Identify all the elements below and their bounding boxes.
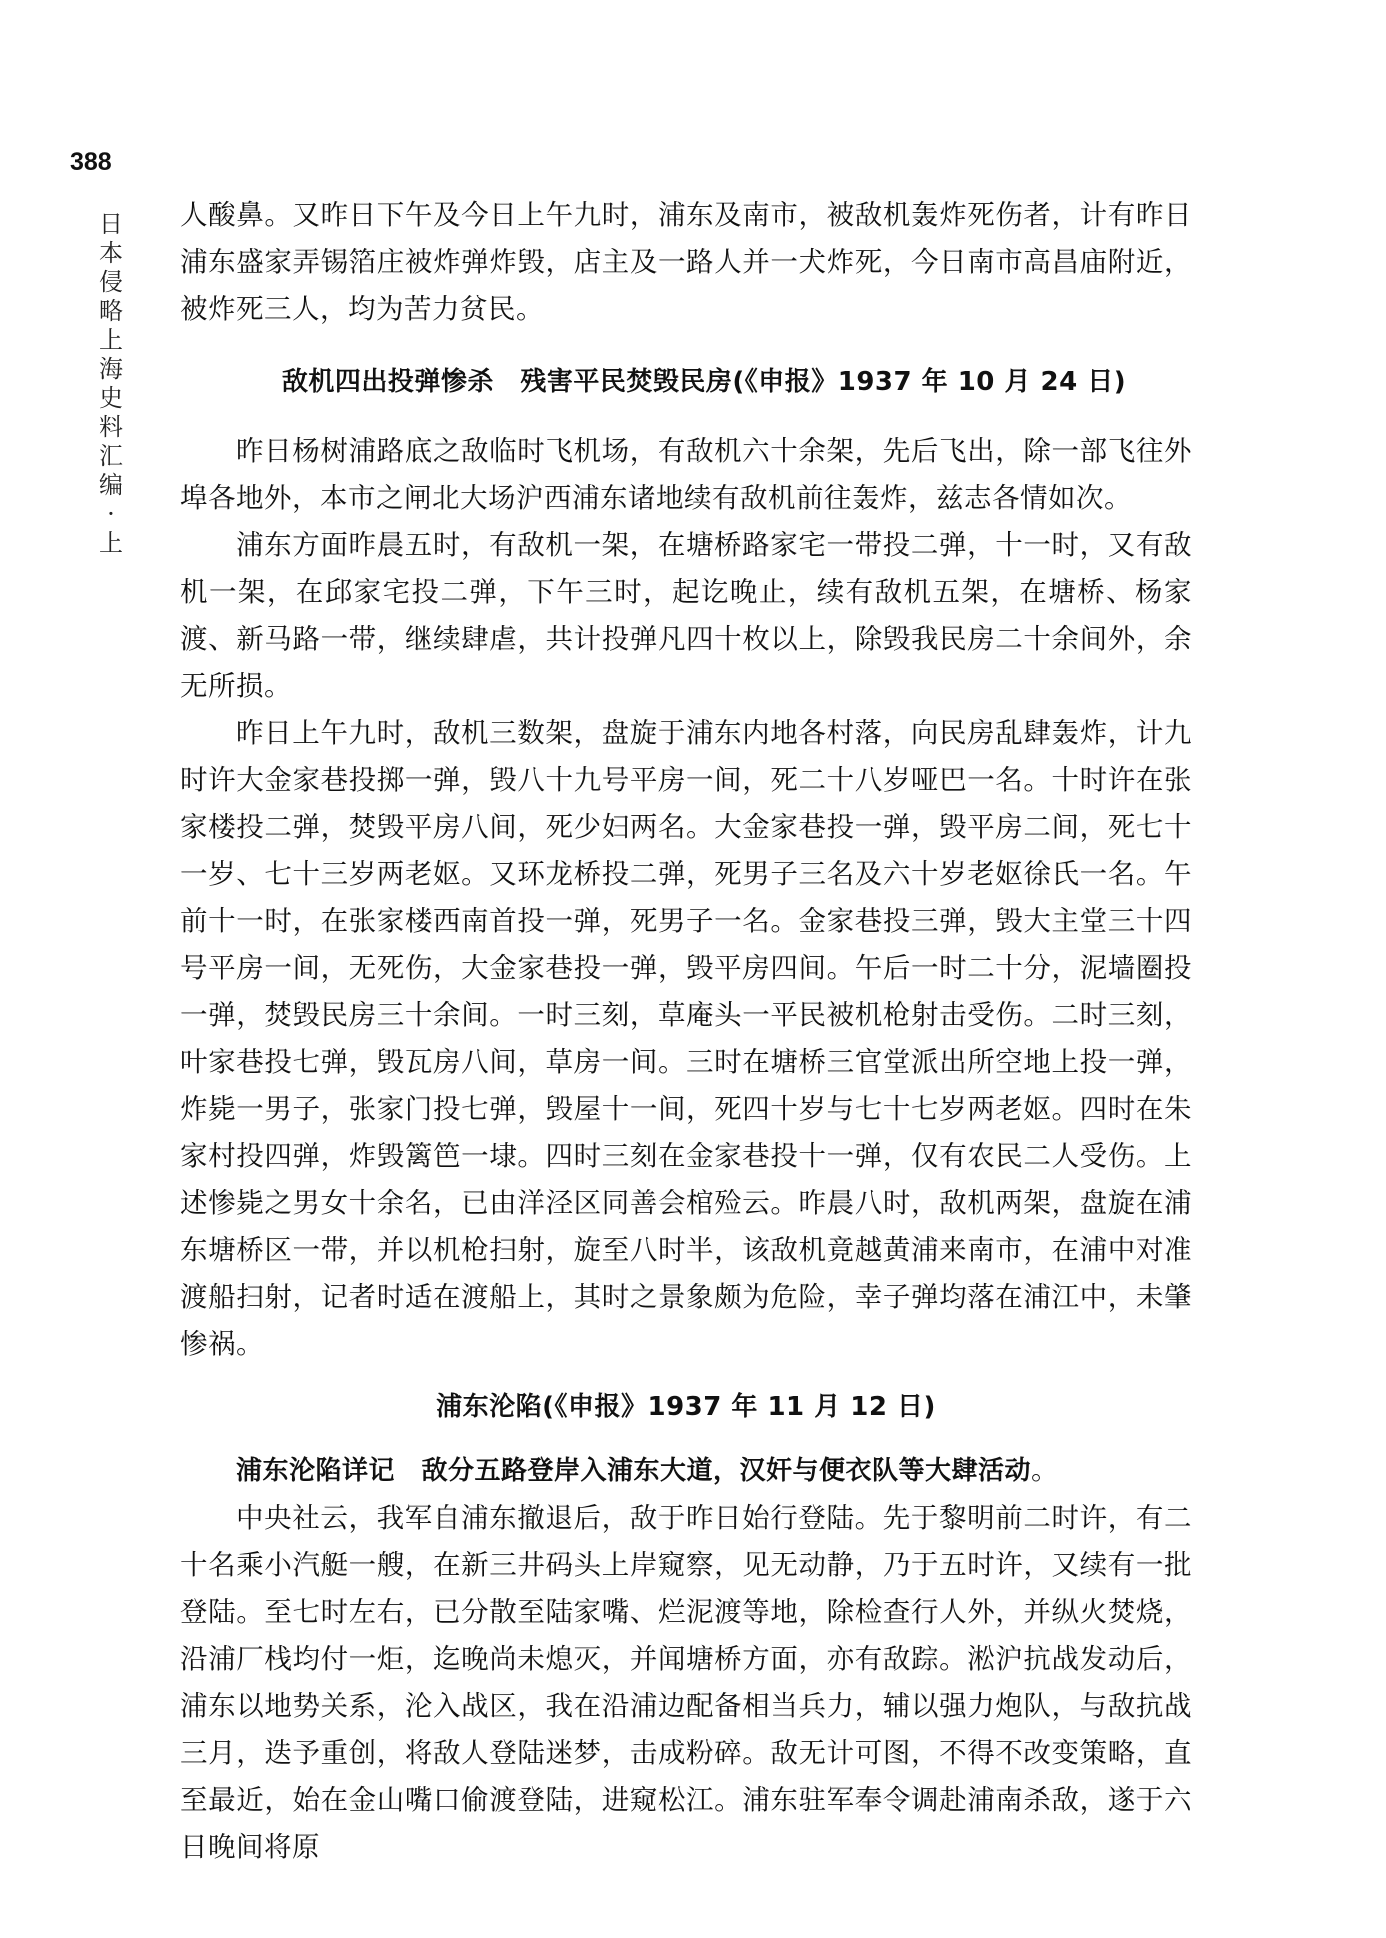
section-heading-nov12: 浦东沦陷(《申报》1937 年 11 月 12 日) xyxy=(436,1392,936,1422)
running-head: 日本侵略上海史料汇编·上 xyxy=(99,210,123,557)
article-subheading xyxy=(180,1447,1192,1495)
section-heading-oct24: 敌机四出投弹惨杀 残害平民焚毁民房(《申报》1937 年 10 月 24 日) xyxy=(281,367,1127,397)
paragraph: 昨日上午九时，敌机三数架，盘旋于浦东内地各村落，向民房乱肆轰炸，计九时许大金家巷投掷一弹，毁八十九号平房一间，死二十八岁哑巴一名。十时许在张家楼投二弹，焚毁平房八间，死少妇两名。大金家巷投一弹，毁平房二间，死七十一岁、七十三岁两老妪。又环龙桥投二弹，死男子三名及六十岁老妪徐氏一名。午前十一时，在张家楼西南首投一弹，死男子一名。金家巷投三弹，毁大主堂三十四号平房一间，无死伤，大金家巷投一弹，毁平房四间。午后一时二十分，泥墙圈投一弹，焚毁民房三十余间。一时三刻，草庵头一平民被机枪射击受伤。二时三刻，叶家巷投七弹，毁瓦房八间，草房一间。三时在塘桥三官堂派出所空地上投一弹，炸毙一男子，张家门投七弹，毁屋十一间，死四十岁与七十七岁两老妪。四时在朱家村投四弹，炸毁篱笆一埭。四时三刻在金家巷投十一弹，仅有农民二人受伤。上述惨毙之男女十余名，已由洋泾区同善会棺殓云。昨晨八时，敌机两架，盘旋在浦东塘桥区一带，并以机枪扫射，旋至八时半，该敌机竟越黄浦来南市，在浦中对准渡船扫射，记者时适在渡船上，其时之景象颇为危险，幸子弹均落在浦江中，未肇惨祸。 xyxy=(180,717,1192,1360)
paragraph-continued: 人酸鼻。又昨日下午及今日上午九时，浦东及南市，被敌机轰炸死伤者，计有昨日浦东盛家弄锡箔庄被炸弹炸毁，店主及一路人并一犬炸死，今日南市高昌庙附近，被炸死三人，均为苦力贫民。 xyxy=(180,199,1192,325)
paragraph: 昨日杨树浦路底之敌临时飞机场，有敌机六十余架，先后飞出，除一部飞往外埠各地外，本市之闸北大场沪西浦东诸地续有敌机前往轰炸，兹志各情如次。 xyxy=(180,435,1192,514)
paragraph: 中央社云，我军自浦东撤退后，敌于昨日始行登陆。先于黎明前二时许，有二十名乘小汽艇一艘，在新三井码头上岸窥察，见无动静，乃于五时许，又续有一批登陆。至七时左右，已分散至陆家嘴、烂泥渡等地，除检查行人外，并纵火焚烧，沿浦厂栈均付一炬，迄晚尚未熄灭，并闻塘桥方面，亦有敌踪。淞沪抗战发动后，浦东以地势关系，沦入战区，我在沿浦边配备相当兵力，辅以强力炮队，与敌抗战三月，迭予重创，将敌人登陆迷梦，击成粉碎。敌无计可图，不得不改变策略，直至最近，始在金山嘴口偷渡登陆，进窥松江。浦东驻军奉令调赴浦南杀敌，遂于六日晚间将原 xyxy=(180,1502,1192,1863)
paragraph: 浦东方面昨晨五时，有敌机一架，在塘桥路家宅一带投二弹，十一时，又有敌机一架，在邱家宅投二弹，下午三时，起讫晚止，续有敌机五架，在塘桥、杨家渡、新马路一带，继续肆虐，共计投弹凡四十枚以上，除毁我民房二十余间外，余无所损。 xyxy=(180,529,1192,702)
article-subheading-end: 。 xyxy=(1031,1454,1060,1486)
article-subheading-title: 浦东沦陷详记 敌分五路登岸入浦东大道，汉奸与便衣队等大肆活动 xyxy=(236,1456,1032,1486)
page-body xyxy=(180,192,1192,1871)
page-number: 388 xyxy=(70,148,112,176)
